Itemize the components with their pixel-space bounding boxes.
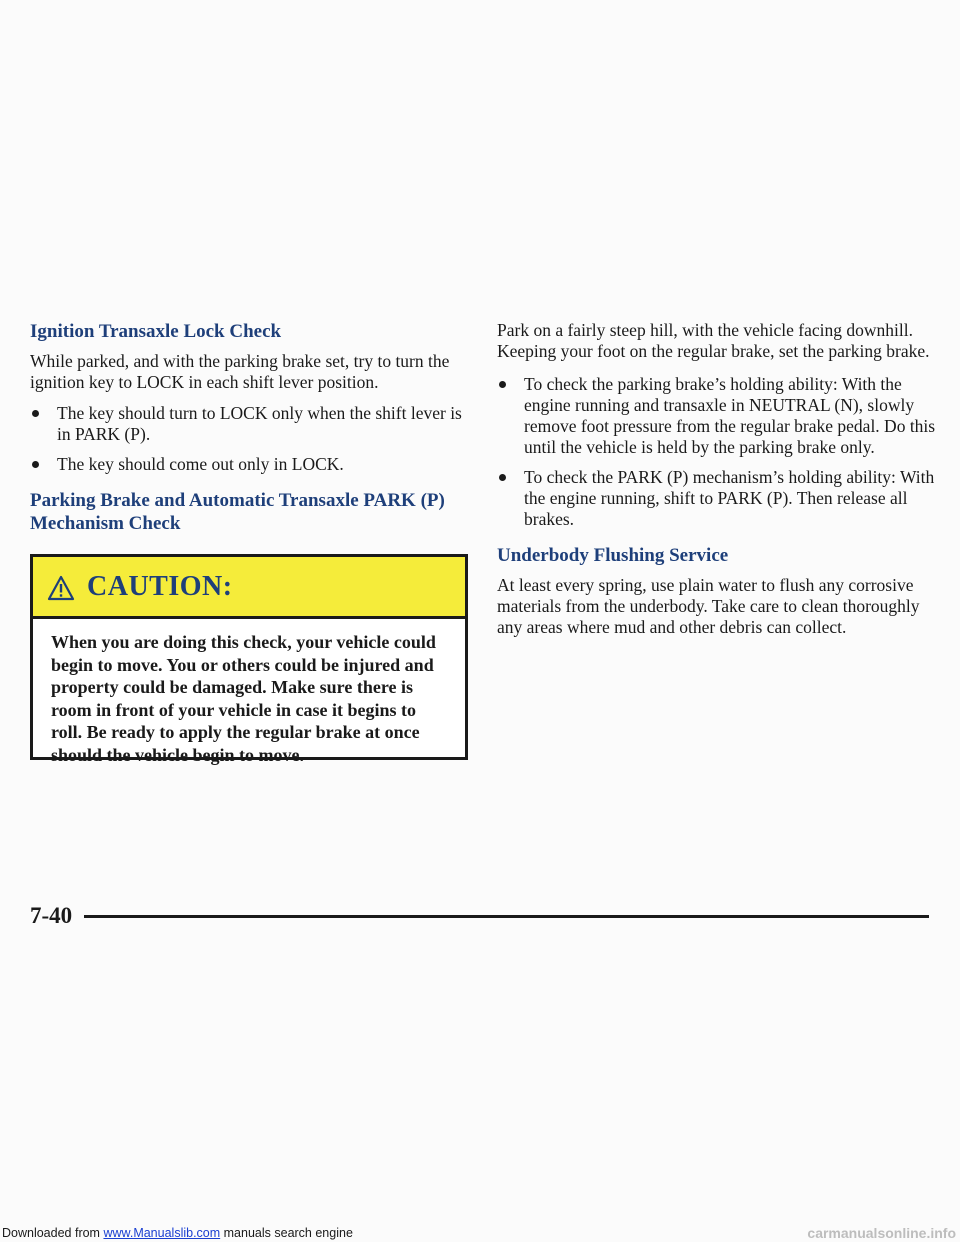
- bullet-text: The key should come out only in LOCK.: [57, 454, 344, 474]
- download-suffix: manuals search engine: [220, 1226, 353, 1240]
- download-bar-text: [2, 1226, 353, 1240]
- bullet-text: To check the parking brake’s holding ability: With the engine running and transaxle in NEUTRAL (N), slowly remove foot pressure from the regular brake pedal. Do this until the vehicle is held by the parking brake only.: [524, 374, 936, 457]
- section-heading-park-mechanism: Parking Brake and Automatic Transaxle PARK (P) Mechanism Check: [30, 490, 445, 534]
- footer-divider: [84, 915, 929, 918]
- left-column: [30, 320, 470, 543]
- section-heading-ignition-lock: Ignition Transaxle Lock Check: [30, 321, 282, 342]
- warning-triangle-icon: [47, 575, 75, 601]
- manualslib-link[interactable]: www.Manualslib.com: [103, 1226, 221, 1240]
- bullet-text: To check the PARK (P) mechanism’s holding ability: With the engine running, shift to PARK (P). Then release all brakes.: [524, 467, 935, 529]
- underbody-paragraph: At least every spring, use plain water to flush any corrosive materials from the underbody. Take care to clean thoroughly any areas where mud and other debris can collect.: [497, 575, 920, 637]
- caution-box: [30, 554, 468, 765]
- bullet-text: The key should turn to LOCK only when the shift lever is in PARK (P).: [57, 403, 462, 444]
- download-prefix: Downloaded from: [2, 1226, 104, 1240]
- download-bar: [0, 1225, 960, 1242]
- caution-body: When you are doing this check, your vehicle could begin to move. You or others could be injured and property could be damaged. Make sure there is room in front of your vehicle in case it begins to roll. Be ready to apply the regular brake at once should the vehicle begin to move.: [51, 632, 436, 765]
- list-item: [30, 454, 470, 475]
- bullet-icon: [32, 410, 39, 417]
- caution-title: CAUTION:: [87, 570, 233, 602]
- section-heading-underbody: Underbody Flushing Service: [497, 545, 729, 566]
- bullet-icon: [499, 474, 506, 481]
- ignition-lock-bullets: [30, 403, 470, 475]
- bullet-icon: [32, 461, 39, 468]
- right-column: [497, 320, 937, 648]
- page-number: 7-40: [30, 903, 73, 928]
- ignition-lock-paragraph: While parked, and with the parking brake set, try to turn the ignition key to LOCK in each shift lever position.: [30, 351, 450, 392]
- hill-intro-paragraph: Park on a fairly steep hill, with the vehicle facing downhill. Keeping your foot on the regular brake, set the parking brake.: [497, 320, 930, 361]
- hill-check-bullets: [497, 374, 937, 530]
- watermark-text: carmanualsonline.info: [807, 1225, 956, 1241]
- list-item: [497, 467, 937, 530]
- caution-header: [33, 557, 465, 619]
- list-item: [30, 403, 470, 445]
- bullet-icon: [499, 381, 506, 388]
- list-item: [497, 374, 937, 458]
